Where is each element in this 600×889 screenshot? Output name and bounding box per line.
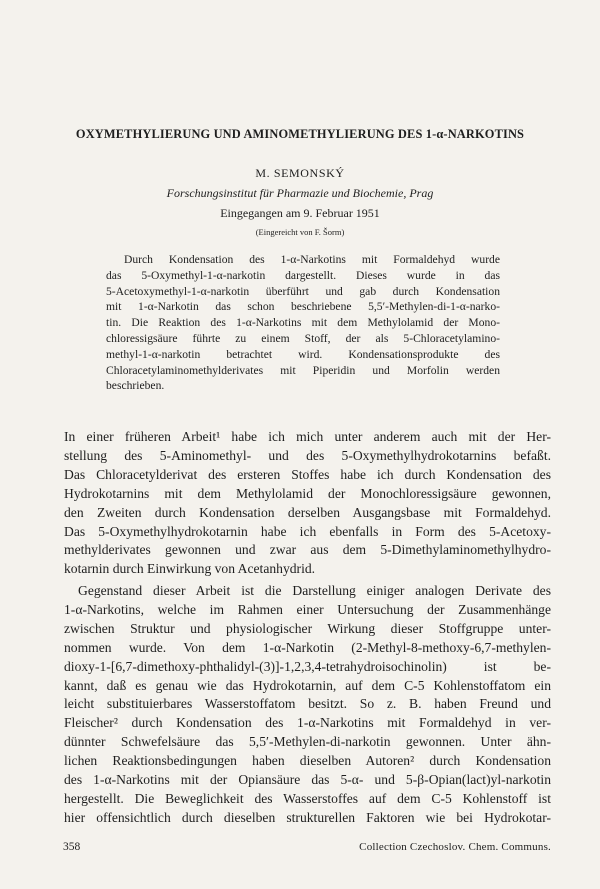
body-line: stellung des 5-Aminomethyl- und des 5-Oxymethylhydrokotarnins befaßt. (64, 447, 551, 463)
body-line: Das Chloracetylderivat des ersteren Stoffes habe ich durch Kondensation des (64, 466, 551, 482)
body-line: hier offensichtlich durch dieselben strukturellen Faktoren wie bei Hydrokotar- (64, 809, 551, 825)
body-line: In einer früheren Arbeit¹ habe ich mich unter anderem auch mit der Her- (64, 429, 551, 444)
submitted-by: (Eingereicht von F. Šorm) (255, 227, 345, 237)
abstract-line: methyl-1-α-narkotin betrachtet wird. Kondensationsprodukte des (106, 347, 500, 361)
abstract-line: 5-Acetoxymethyl-1-α-narkotin überführt und gab durch Kondensation (106, 284, 500, 298)
body-line: kotarnin durch Einwirkung von Acetanhydrid. (64, 561, 316, 577)
abstract-line: das 5-Oxymethyl-1-α-narkotin dargestellt. Dieses wurde in das (106, 268, 500, 282)
body-line: kannt, daß es genau wie das Hydrokotarnin, auf dem C-5 Kohlenstoffatom ein (64, 677, 551, 693)
body-line: methylderivates gewonnen und zwar aus dem 5-Dimethylaminomethylhydro- (64, 542, 551, 558)
abstract-line: mit 1-α-Narkotin das schon beschriebene 5,5′-Methylen-di-1-α-narko- (106, 300, 500, 314)
abstract (106, 252, 500, 394)
body-paragraph-2 (64, 582, 551, 828)
journal-name: Collection Czechoslov. Chem. Communs. (359, 841, 551, 853)
body-line: Fleischer² durch Kondensation des 1-α-Narkotins mit Formaldehyd in ver- (64, 715, 551, 731)
body-line: dünnter Schwefelsäure das 5,5′-Methylen-di-narkotin gewonnen. Unter ähn- (64, 734, 551, 750)
abstract-line: chloressigsäure führte zu einem Stoff, der als 5-Chloracetylamino- (106, 331, 500, 345)
author-name: M. SEMONSKÝ (255, 166, 345, 180)
abstract-line: beschrieben. (106, 379, 165, 393)
abstract-line: tin. Die Reaktion des 1-α-Narkotins mit dem Methylolamid der Mono- (106, 316, 500, 330)
received-date: Eingegangen am 9. Februar 1951 (220, 206, 380, 220)
body-line: dioxy-1-[6,7-dimethoxy-phthalidyl-(3)]-1,2,3,4-tetrahydroisochinolin) ist be- (64, 658, 551, 674)
body-line: des 1-α-Narkotins mit der Opiansäure das 5-α- und 5-β-Opian(lact)yl-narkotin (64, 772, 551, 788)
body-line: Hydrokotarnins mit dem Methylolamid der Monochloressigsäure gewonnen, (64, 485, 551, 501)
abstract-line: Durch Kondensation des 1-α-Narkotins mit Formaldehyd wurde (124, 253, 500, 266)
body-line: leicht substituierbares Wasserstoffatom besitzt. So z. B. haben Freund und (64, 696, 551, 712)
body-line: Das 5-Oxymethylhydrokotarnin habe ich ebenfalls in Form des 5-Acetoxy- (64, 523, 551, 539)
body-line: 1-α-Narkotins, welche im Rahmen einer Untersuchung der Zusammenhänge (64, 601, 551, 617)
body-line: nommen wurde. Von dem 1-α-Narkotin (2-Methyl-8-methoxy-6,7-methylen- (64, 639, 551, 655)
author-affiliation: Forschungsinstitut für Pharmazie und Biochemie, Prag (166, 186, 434, 200)
article-title: OXYMETHYLIERUNG UND AMINOMETHYLIERUNG DES 1-α-NARKOTINS (75, 127, 525, 141)
body-line: den Zweiten durch Kondensation derselben Ausgangsbase mit Formaldehyd. (64, 504, 551, 520)
abstract-line: Chloracetylaminomethylderivates mit Piperidin und Morfolin werden (106, 363, 500, 377)
body-line: hergestellt. Die Beweglichkeit des Wasserstoffes auf dem C-5 Kohlenstoff ist (64, 790, 551, 806)
page-number: 358 (63, 841, 81, 853)
body-line: lichen Reaktionsbedingungen haben dieselben Autoren² durch Kondensation (64, 753, 551, 769)
body-line: Gegenstand dieser Arbeit ist die Darstellung einiger analogen Derivate des (78, 583, 551, 598)
body-paragraph-1 (64, 428, 551, 579)
body-line: zwischen Struktur und physiologischer Wirkung dieser Stoffgruppe unter- (64, 620, 551, 636)
